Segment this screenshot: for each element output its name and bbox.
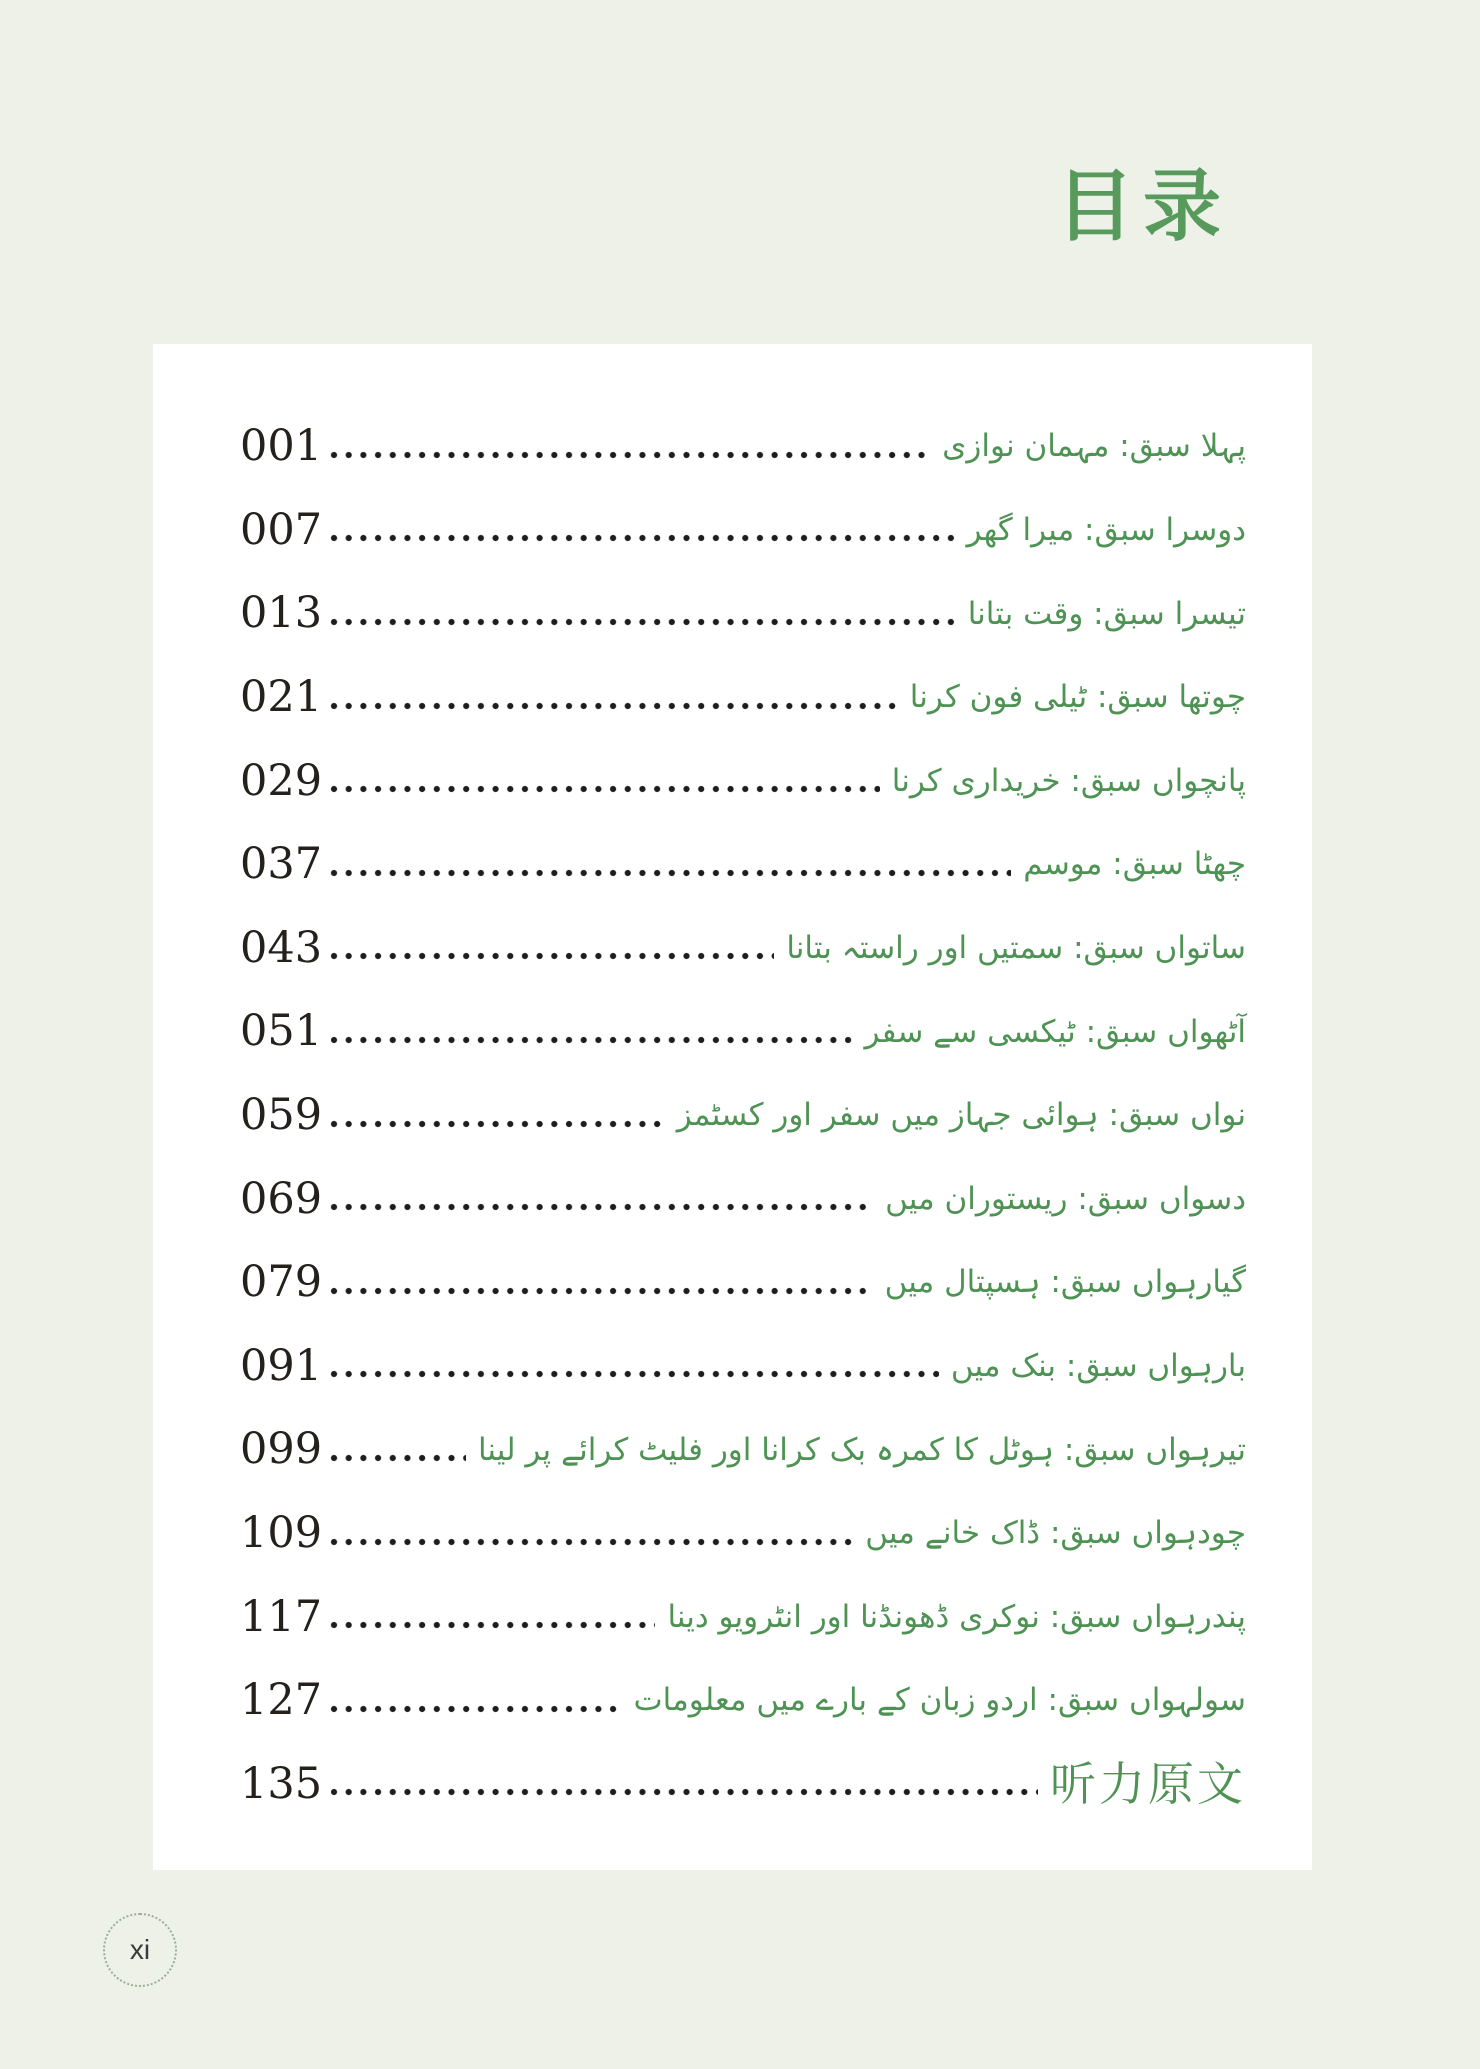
toc-entry-title: چوتھا سبق: ٹیلی فون کرنا: [909, 679, 1246, 716]
toc-entry-title: دسواں سبق: ریستوران میں: [885, 1180, 1246, 1217]
toc-page-number: 007: [240, 504, 323, 555]
toc-page-number: 051: [240, 1006, 323, 1057]
toc-entry: [240, 572, 1246, 656]
toc-entry-title: 听力原文: [1050, 1756, 1246, 1811]
toc-entry-title: آٹھواں سبق: ٹیکسی سے سفر: [864, 1013, 1246, 1050]
page-title: 目录: [1055, 161, 1230, 252]
toc-entry: [240, 405, 1246, 489]
toc-entry: [240, 823, 1246, 907]
toc-entry-title: چودہواں سبق: ڈاک خانے میں: [865, 1515, 1246, 1552]
toc-entry: [240, 1241, 1246, 1325]
toc-entry: [240, 1659, 1246, 1743]
toc-entry-title: ساتواں سبق: سمتیں اور راستہ بتانا: [786, 929, 1246, 966]
toc-page-number: 013: [240, 588, 323, 639]
toc-page-number: 043: [240, 922, 323, 973]
toc-entry-title: نواں سبق: ہوائی جہاز میں سفر اور کسٹمز: [676, 1097, 1246, 1134]
dot-leader: [330, 1788, 1038, 1796]
toc-page-number: 091: [240, 1340, 323, 1391]
toc-page-number: 135: [240, 1758, 323, 1809]
toc-entry: [240, 1074, 1246, 1158]
toc-page-number: 059: [240, 1090, 323, 1141]
toc-entry: [240, 489, 1246, 573]
toc-entry: [240, 1575, 1246, 1659]
toc-entry: [240, 1492, 1246, 1576]
toc-page-number: 069: [240, 1173, 323, 1224]
toc-page-number: 117: [240, 1591, 323, 1642]
dot-leader: [330, 1203, 873, 1211]
dot-leader: [330, 869, 1011, 877]
toc-entry: [240, 1325, 1246, 1409]
toc-entry: [240, 739, 1246, 823]
toc-entry: [240, 990, 1246, 1074]
dot-leader: [330, 1287, 873, 1295]
toc-entry-title: پندرہواں سبق: نوکری ڈھونڈنا اور انٹرویو دینا: [667, 1598, 1246, 1635]
toc-page-number: 099: [240, 1424, 323, 1475]
toc-entry: [240, 1743, 1246, 1827]
toc-entry-title: گیارہواں سبق: ہسپتال میں: [884, 1264, 1246, 1301]
page-number-badge: xi: [103, 1913, 177, 1987]
toc-page-number: 037: [240, 839, 323, 890]
toc-list: [240, 405, 1246, 1826]
dot-leader: [330, 451, 930, 459]
toc-page-number: 029: [240, 755, 323, 806]
dot-leader: [330, 1370, 939, 1378]
toc-page-number: 021: [240, 672, 323, 723]
toc-entry-title: سولہواں سبق: اردو زبان کے بارے میں معلومات: [633, 1682, 1246, 1719]
toc-page-number: 109: [240, 1508, 323, 1559]
toc-entry-title: دوسرا سبق: میرا گھر: [966, 512, 1246, 549]
toc-entry: [240, 1157, 1246, 1241]
dot-leader: [330, 1036, 852, 1044]
toc-page-number: 001: [240, 421, 323, 472]
toc-entry: [240, 907, 1246, 991]
toc-entry-title: پہلا سبق: مہمان نوازی: [942, 428, 1246, 465]
dot-leader: [330, 618, 956, 626]
toc-entry: [240, 656, 1246, 740]
toc-entry-title: تیرہواں سبق: ہوٹل کا کمرہ بک کرانا اور فلیٹ کرائے پر لینا: [477, 1431, 1246, 1468]
dot-leader: [330, 1538, 853, 1546]
dot-leader: [330, 702, 898, 710]
dot-leader: [330, 1454, 466, 1462]
toc-panel: [153, 344, 1312, 1870]
toc-entry-title: تیسرا سبق: وقت بتانا: [967, 595, 1246, 632]
toc-entry: [240, 1408, 1246, 1492]
toc-entry-title: پانچواں سبق: خریداری کرنا: [891, 762, 1246, 799]
toc-entry-title: چھٹا سبق: موسم: [1023, 846, 1246, 883]
dot-leader: [330, 1621, 655, 1629]
dot-leader: [330, 1120, 665, 1128]
toc-page-number: 127: [240, 1675, 323, 1726]
dot-leader: [330, 534, 954, 542]
dot-leader: [330, 952, 774, 960]
dot-leader: [330, 785, 880, 793]
toc-entry-title: بارہواں سبق: بنک میں: [950, 1347, 1246, 1384]
dot-leader: [330, 1705, 621, 1713]
toc-page-number: 079: [240, 1257, 323, 1308]
